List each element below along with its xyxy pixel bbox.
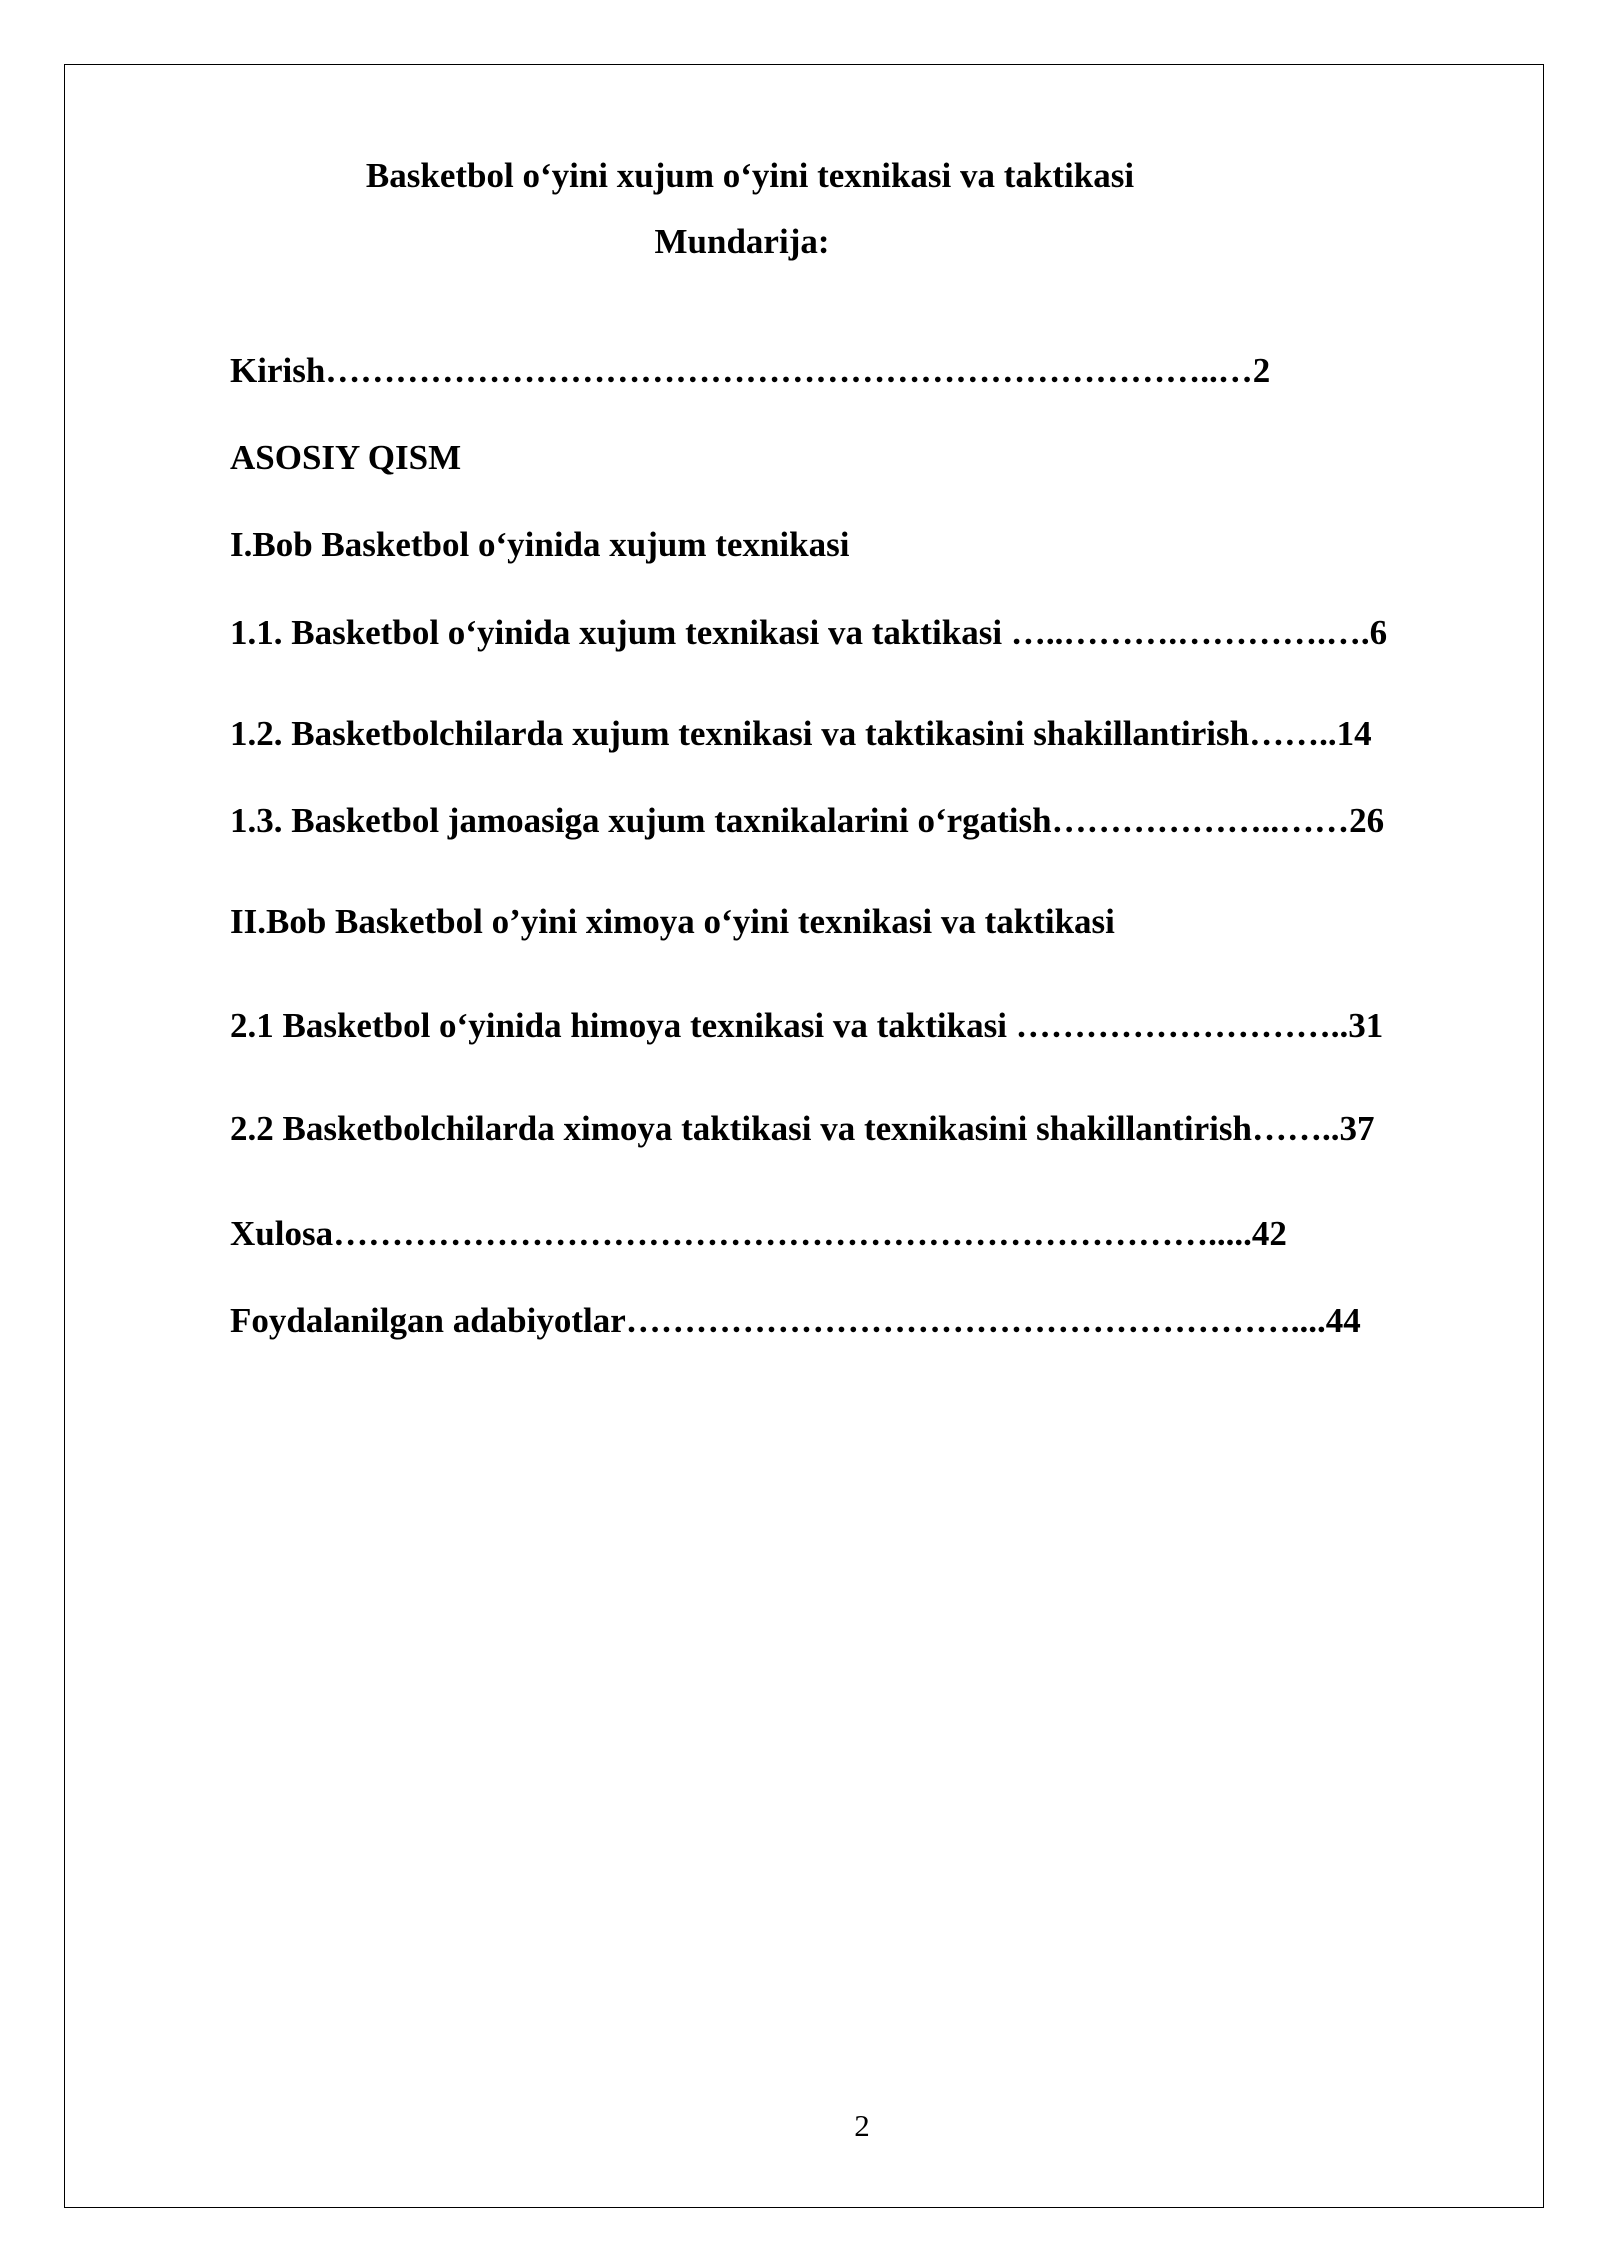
toc-entry-1-1: 1.1. Basketbol o‘yinida xujum texnikasi va taktikasi …..……….………….….6: [230, 613, 1388, 652]
toc-entry-1-2: 1.2. Basketbolchilarda xujum texnikasi va taktikasini shakillantirish……..14: [230, 714, 1372, 753]
page-number: 2: [854, 2108, 870, 2143]
toc-entry-adabiyotlar: Foydalanilgan adabiyotlar…………………………………………………....44: [230, 1301, 1361, 1340]
toc-entry-2-2: 2.2 Basketbolchilarda ximoya taktikasi va texnikasini shakillantirish……..37: [230, 1109, 1375, 1148]
toc-entry-kirish: Kirish…………………………………………………………………..…2: [230, 351, 1271, 390]
document-title: Basketbol o‘yini xujum o‘yini texnikasi va taktikasi: [365, 156, 1135, 195]
contents-heading: Mundarija:: [654, 222, 830, 261]
toc-entry-2-1: 2.1 Basketbol o‘yinida himoya texnikasi va taktikasi ………………………..31: [230, 1006, 1384, 1045]
toc-entry-1-3: 1.3. Basketbol jamoasiga xujum taxnikalarini o‘rgatish………………..……26: [230, 801, 1385, 840]
toc-entry-xulosa: Xulosa………………………………………………………………….....42: [230, 1214, 1287, 1253]
toc-section-asosiy-qism: ASOSIY QISM: [230, 438, 462, 477]
toc-chapter-1: I.Bob Basketbol o‘yinida xujum texnikasi: [230, 525, 850, 564]
toc-chapter-2: II.Bob Basketbol o’yini ximoya o‘yini texnikasi va taktikasi: [230, 902, 1115, 941]
